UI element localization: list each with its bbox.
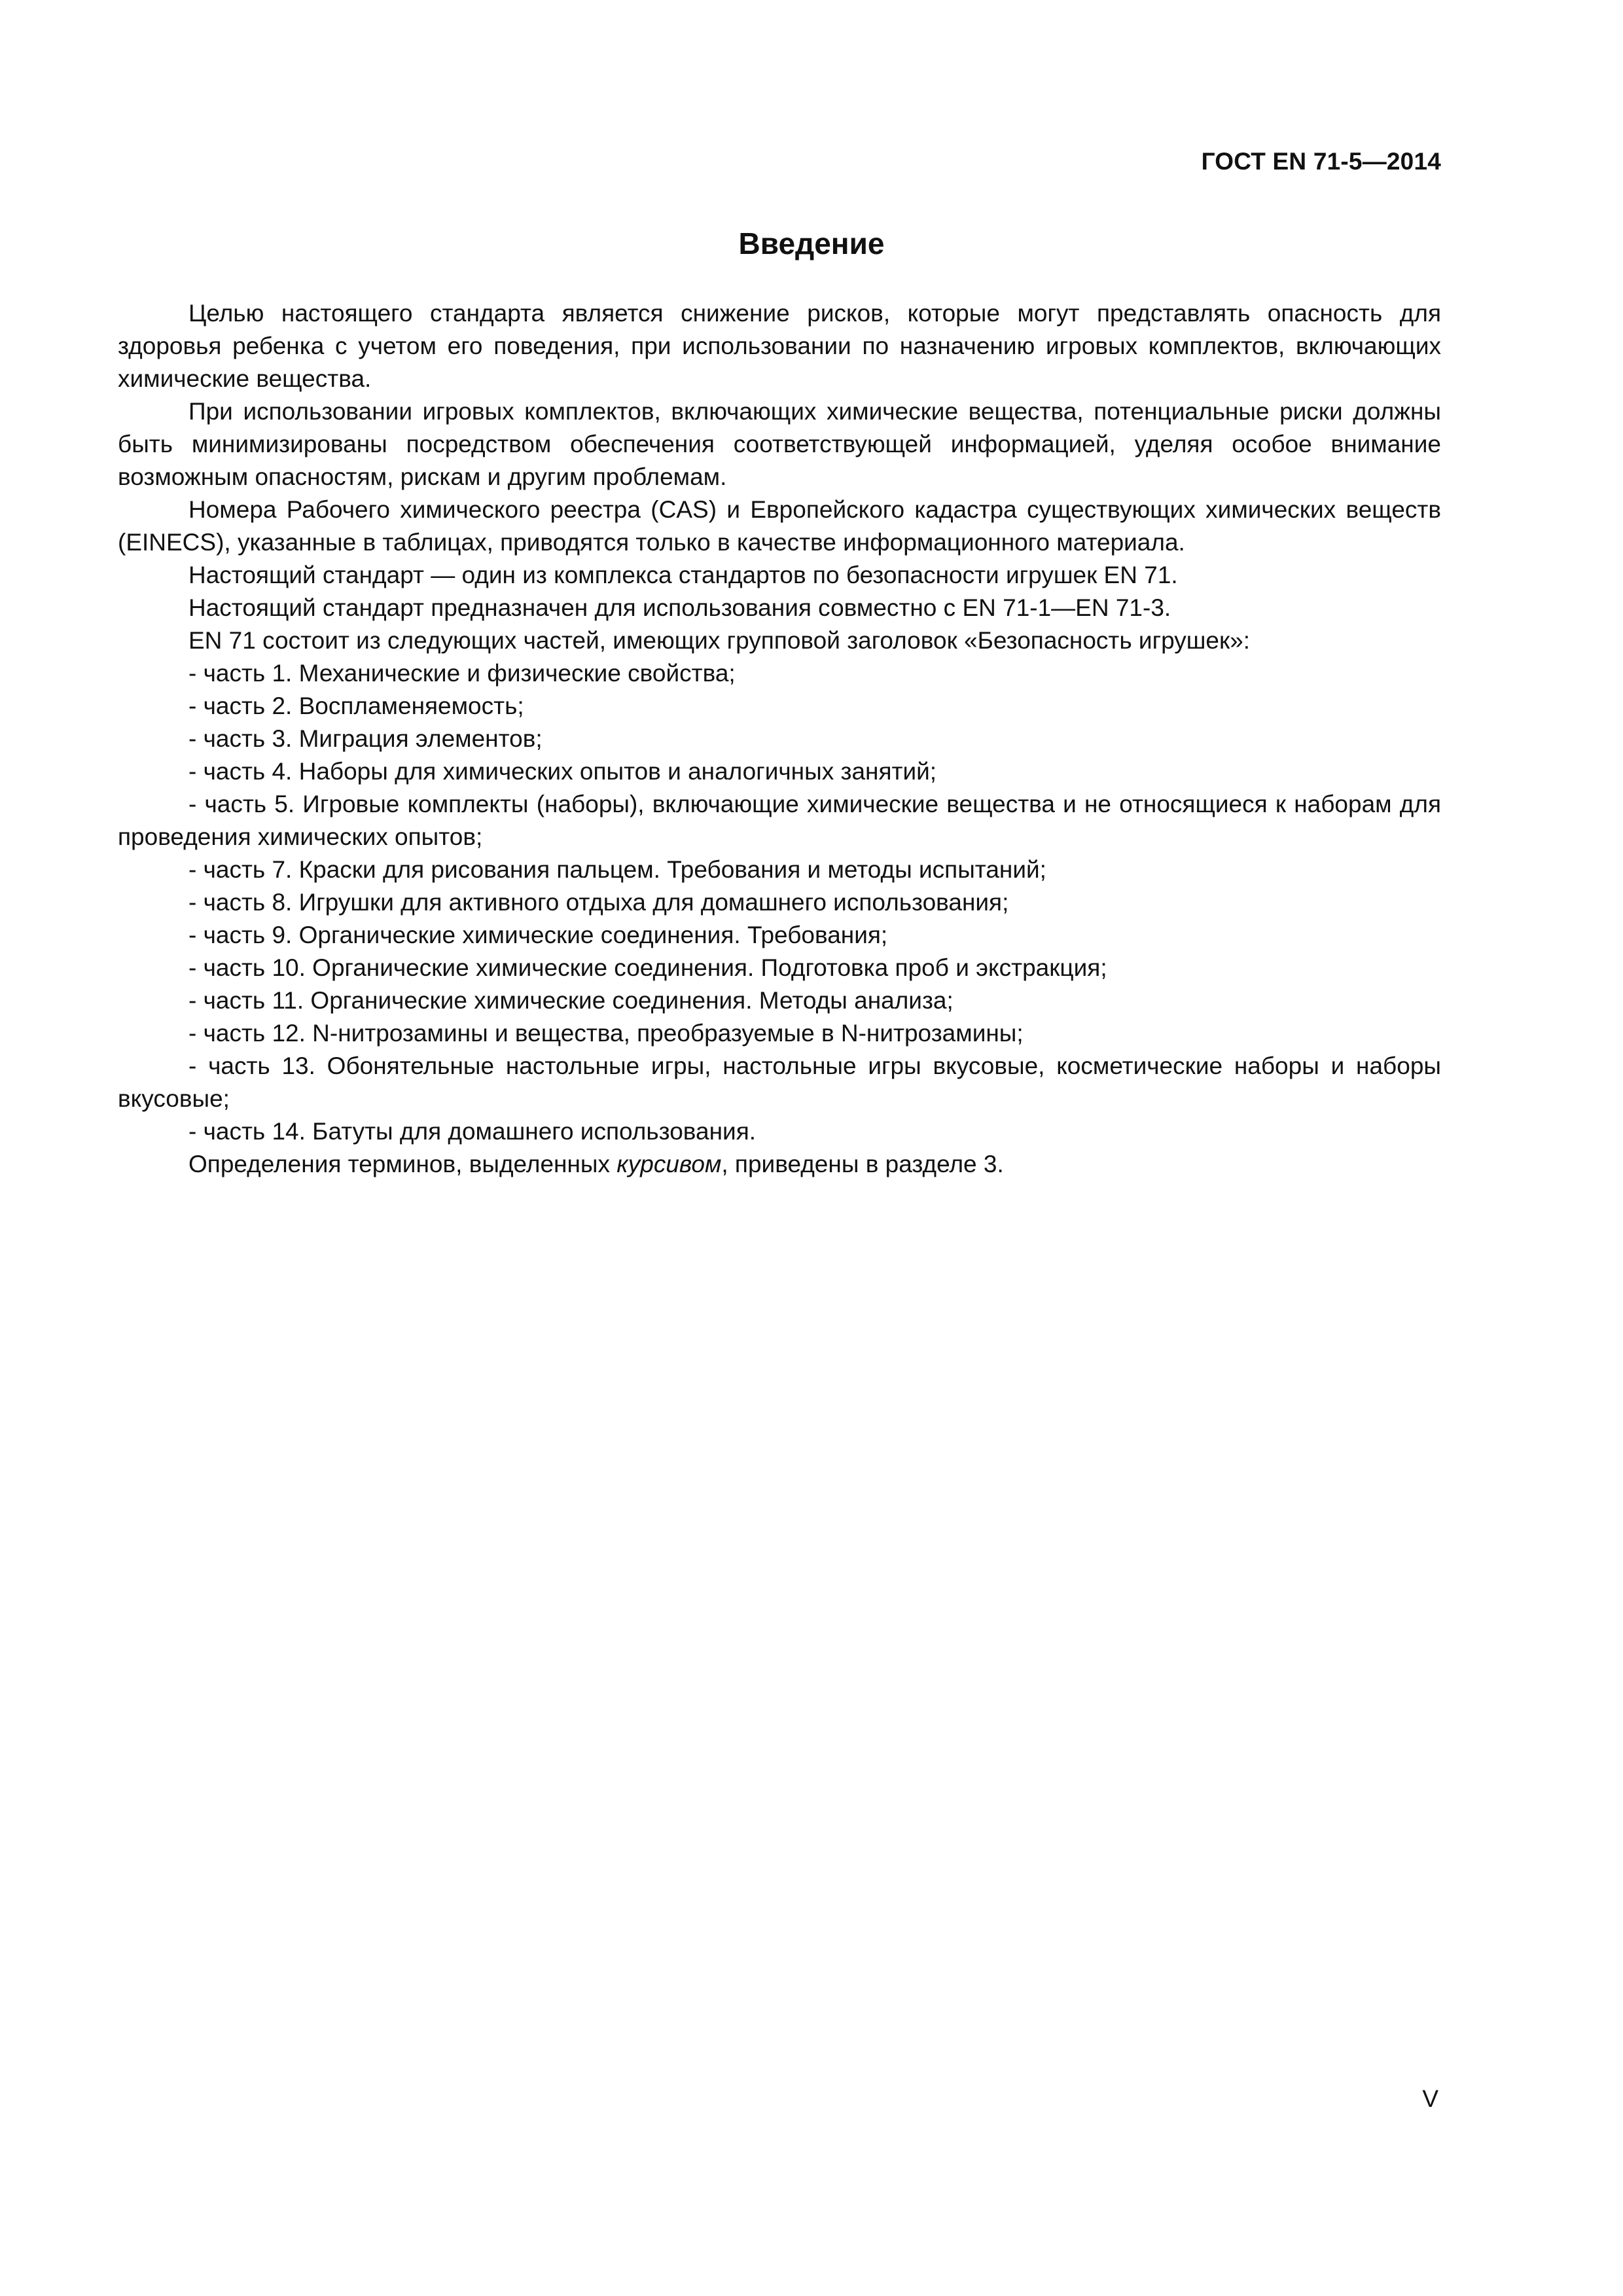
list-item: - часть 3. Миграция элементов; (188, 725, 543, 752)
list-item: - часть 12. N-нитрозамины и вещества, преобразуемые в N-нитрозамины; (188, 1020, 1024, 1047)
paragraph: Настоящий стандарт предназначен для использования совместно с EN 71-1—EN 71-3. (188, 594, 1171, 621)
list-item: - часть 5. Игровые комплекты (наборы), включающие химические вещества и не относящиеся к наборам для проведения химических опытов; (118, 791, 1441, 850)
list-item: - часть 7. Краски для рисования пальцем. Требования и методы испытаний; (188, 856, 1046, 883)
list-item: - часть 13. Обонятельные настольные игры, настольные игры вкусовые, косметические наборы и наборы вкусовые; (118, 1052, 1441, 1112)
body-text (118, 297, 1441, 1181)
italic-term: курсивом (616, 1151, 722, 1177)
closing-text-start: Определения терминов, выделенных (188, 1151, 617, 1177)
closing-text-end: , приведены в разделе 3. (721, 1151, 1004, 1177)
document-code: ГОСТ EN 71-5—2014 (1201, 148, 1441, 175)
page-title: Введение (738, 226, 885, 260)
paragraph: EN 71 состоит из следующих частей, имеющих групповой заголовок «Безопасность игрушек»: (188, 627, 1251, 654)
list-item: - часть 9. Органические химические соединения. Требования; (188, 922, 888, 948)
list-item: - часть 14. Батуты для домашнего использования. (188, 1118, 757, 1145)
list-item: - часть 4. Наборы для химических опытов и аналогичных занятий; (188, 758, 937, 785)
list-item: - часть 8. Игрушки для активного отдыха для домашнего использования; (188, 889, 1009, 916)
list-item: - часть 11. Органические химические соединения. Методы анализа; (188, 987, 954, 1014)
list-item: - часть 1. Механические и физические свойства; (188, 660, 736, 687)
list-item: - часть 10. Органические химические соединения. Подготовка проб и экстракция; (188, 954, 1107, 981)
paragraph: Номера Рабочего химического реестра (CAS) и Европейского кадастра существующих химических веществ (EINECS), указанные в таблицах, приводятся только в качестве информационного материала. (118, 496, 1441, 556)
paragraph: При использовании игровых комплектов, включающих химические вещества, потенциальные риски должны быть минимизированы посредством обеспечения соответствующей информацией, уделяя особое внимание возможным опасностям, рискам и другим проблемам. (118, 398, 1441, 490)
paragraph: Настоящий стандарт — один из комплекса стандартов по безопасности игрушек EN 71. (188, 562, 1178, 588)
paragraph: Целью настоящего стандарта является снижение рисков, которые могут представлять опасность для здоровья ребенка с учетом его поведения, при использовании по назначению игровых комплектов, включающих химические вещества. (118, 300, 1441, 392)
list-item: - часть 2. Воспламеняемость; (188, 692, 524, 719)
closing-paragraph (118, 1148, 1441, 1181)
page-number: V (1422, 2085, 1438, 2112)
